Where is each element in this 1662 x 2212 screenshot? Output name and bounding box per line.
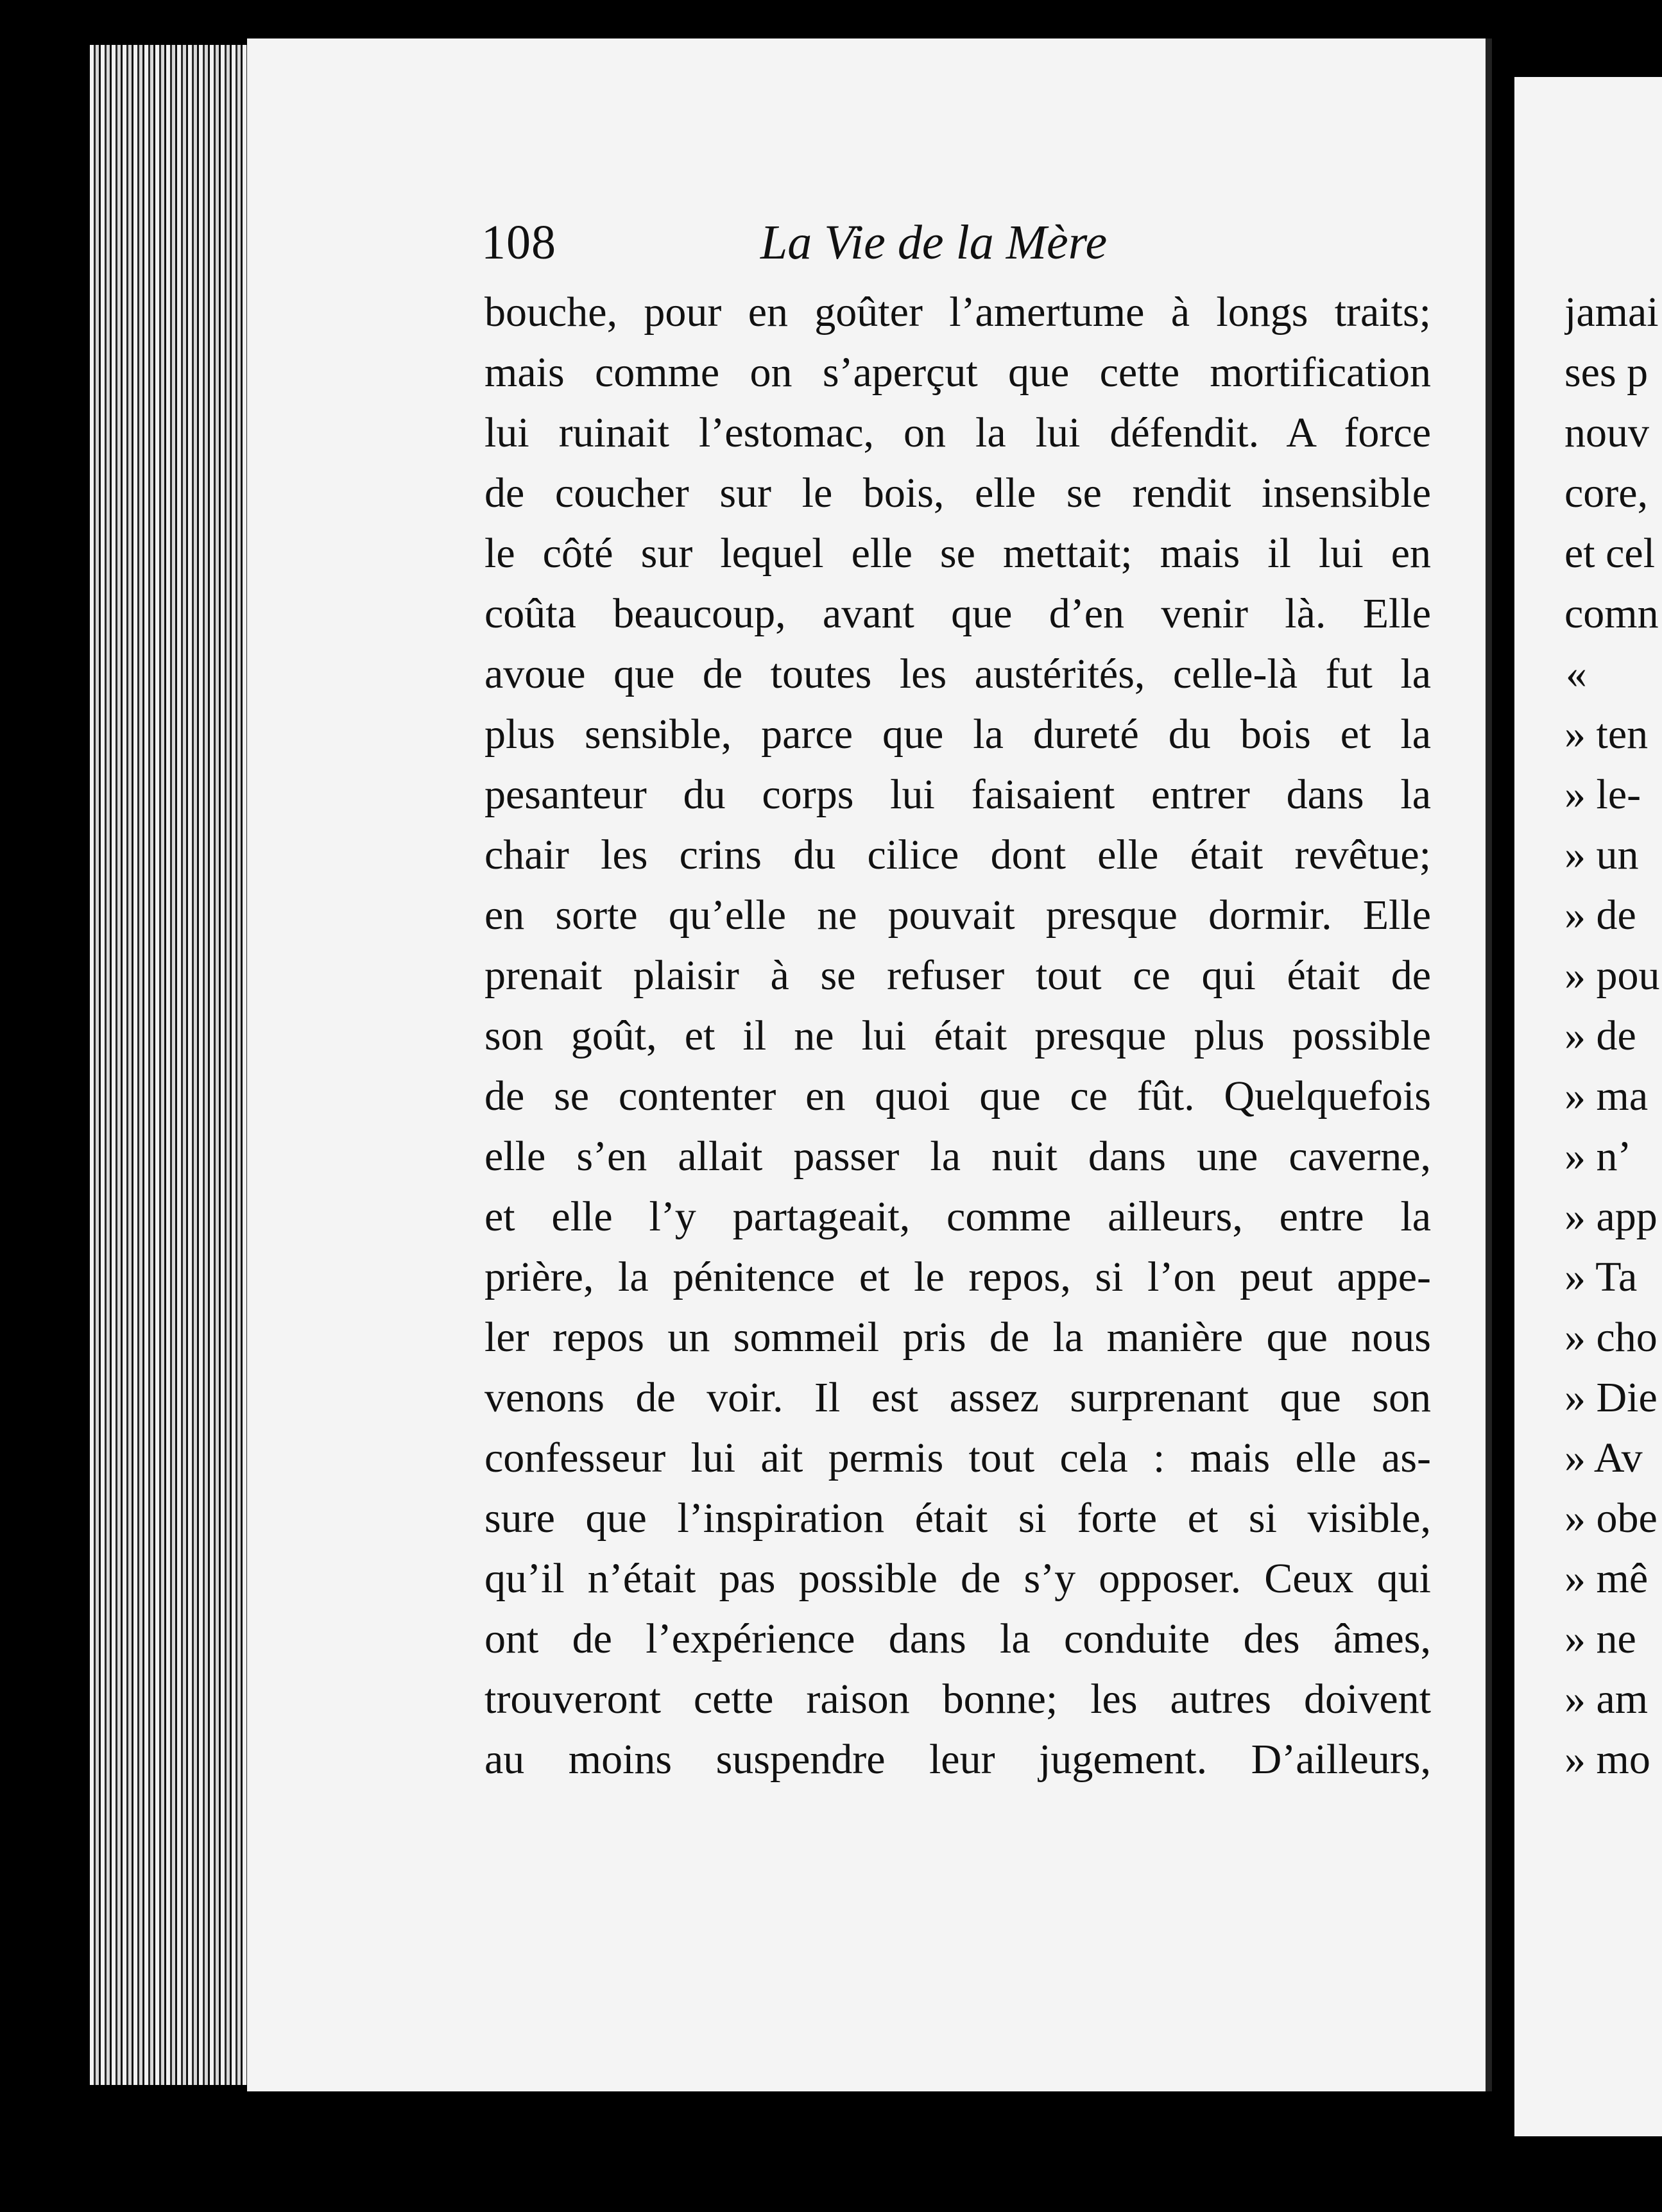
- facing-line: et cel: [1564, 530, 1656, 577]
- body-line: elle s’en allait passer la nuit dans une caverne,: [484, 1133, 1431, 1180]
- body-line: venons de voir. Il est assez surprenant que son: [484, 1374, 1431, 1421]
- body-line: prière, la pénitence et le repos, si l’on peut appe-: [484, 1254, 1431, 1300]
- facing-line: ses p: [1564, 349, 1649, 396]
- body-line: plus sensible, parce que la dureté du bois et la: [484, 711, 1431, 758]
- facing-line: » Ta: [1564, 1254, 1638, 1300]
- facing-line: » ten: [1564, 711, 1649, 758]
- body-line: mais comme on s’aperçut que cette mortification: [484, 349, 1431, 396]
- book-page-edges: [90, 45, 250, 2085]
- facing-line: » mê: [1564, 1555, 1649, 1602]
- body-line: bouche, pour en goûter l’amertume à longs traits;: [484, 289, 1431, 336]
- body-line: confesseur lui ait permis tout cela : mais elle as-: [484, 1434, 1431, 1481]
- page-number: 108: [481, 216, 556, 269]
- running-title: La Vie de la Mère: [760, 216, 1108, 269]
- body-line: coûta beaucoup, avant que d’en venir là. Elle: [484, 590, 1431, 637]
- facing-line: nouv: [1564, 409, 1649, 456]
- facing-line: » un: [1564, 831, 1639, 878]
- facing-line: » obe: [1564, 1495, 1658, 1542]
- body-line: lui ruinait l’estomac, on la lui défendit. A force: [484, 409, 1431, 456]
- body-line: avoue que de toutes les austérités, celle-là fut la: [484, 651, 1431, 697]
- facing-line: » cho: [1564, 1314, 1658, 1361]
- facing-line: » ne: [1564, 1615, 1636, 1662]
- body-line: ont de l’expérience dans la conduite des âmes,: [484, 1615, 1431, 1662]
- body-line: prenait plaisir à se refuser tout ce qui était de: [484, 952, 1431, 999]
- body-line: sure que l’inspiration était si forte et si visible,: [484, 1495, 1431, 1542]
- body-line: et elle l’y partageait, comme ailleurs, entre la: [484, 1193, 1431, 1240]
- body-line: chair les crins du cilice dont elle était revêtue;: [484, 831, 1431, 878]
- body-line: ler repos un sommeil pris de la manière que nous: [484, 1314, 1431, 1361]
- facing-line: jamai: [1564, 289, 1659, 336]
- body-line: au moins suspendre leur jugement. D’ailleurs,: [484, 1736, 1431, 1783]
- facing-line: «: [1566, 651, 1587, 697]
- body-line: de coucher sur le bois, elle se rendit insensible: [484, 470, 1431, 516]
- facing-line: » am: [1564, 1676, 1649, 1723]
- facing-line: » le-: [1564, 771, 1641, 818]
- body-line: pesanteur du corps lui faisaient entrer dans la: [484, 771, 1431, 818]
- facing-line: » Die: [1564, 1374, 1658, 1421]
- facing-line: » pou: [1564, 952, 1660, 999]
- facing-line: » mo: [1564, 1736, 1650, 1783]
- body-line: qu’il n’était pas possible de s’y opposer. Ceux qui: [484, 1555, 1431, 1602]
- facing-line: core,: [1564, 470, 1649, 516]
- facing-line: » de: [1564, 892, 1636, 939]
- body-line: trouveront cette raison bonne; les autres doivent: [484, 1676, 1431, 1723]
- facing-line: comn: [1564, 590, 1659, 637]
- facing-line: » Av: [1564, 1434, 1643, 1481]
- body-line: de se contenter en quoi que ce fût. Quelquefois: [484, 1073, 1431, 1119]
- body-line: son goût, et il ne lui était presque plus possible: [484, 1012, 1431, 1059]
- facing-line: » app: [1564, 1193, 1658, 1240]
- facing-line: » ma: [1564, 1073, 1649, 1119]
- facing-line: » de: [1564, 1012, 1636, 1059]
- facing-line: » n’: [1564, 1133, 1632, 1180]
- body-line: le côté sur lequel elle se mettait; mais il lui en: [484, 530, 1431, 577]
- body-line: en sorte qu’elle ne pouvait presque dormir. Elle: [484, 892, 1431, 939]
